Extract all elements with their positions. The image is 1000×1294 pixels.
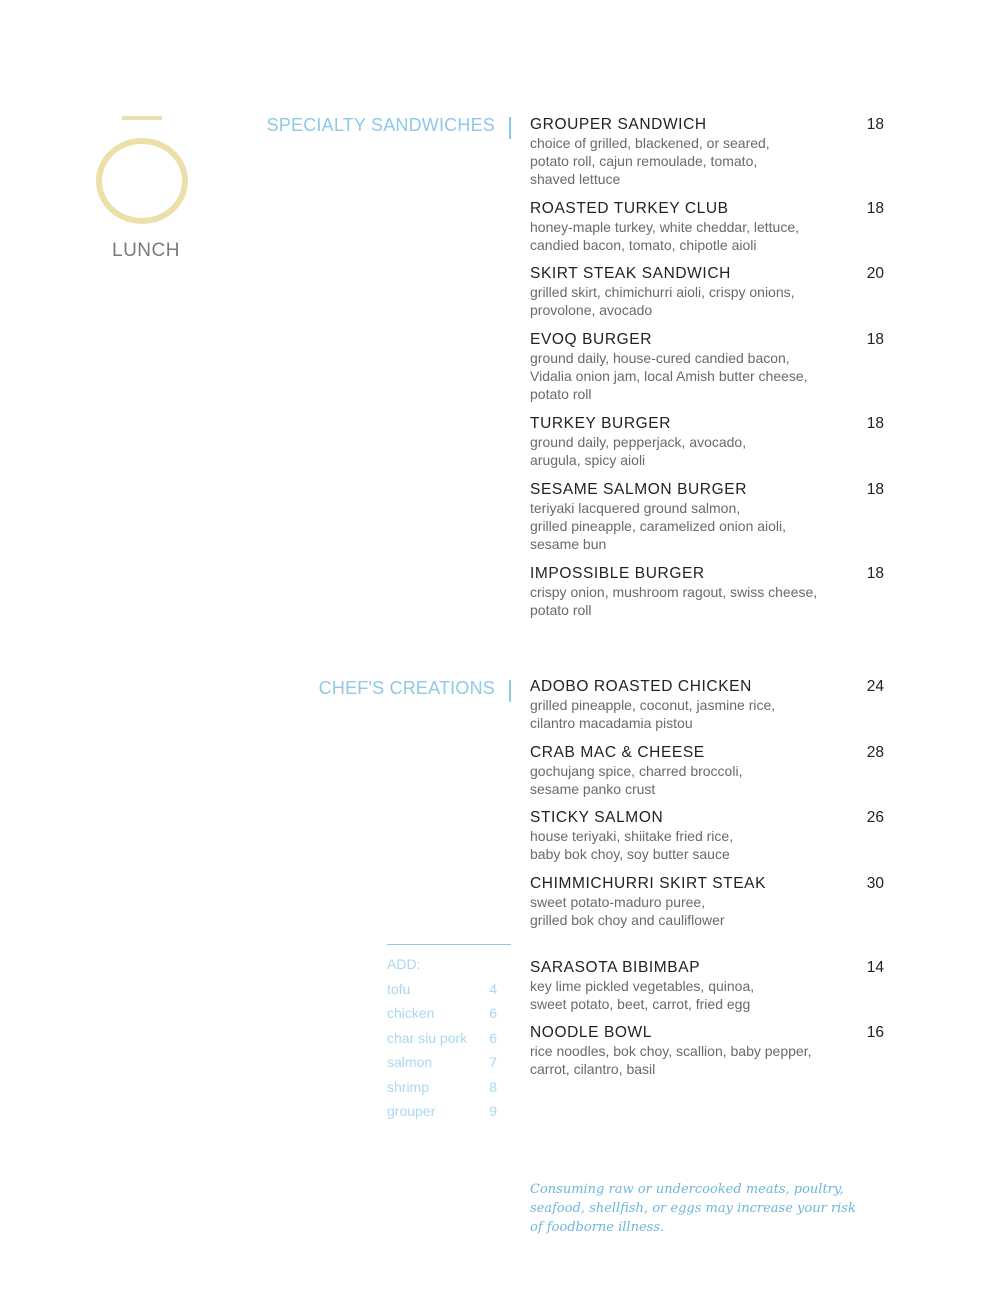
food-safety-disclaimer: Consuming raw or undercooked meats, poultry, seafood, shellfish, or eggs may increase your risk of foodborne illness. bbox=[530, 1182, 856, 1235]
item-price: 18 bbox=[866, 116, 884, 133]
item-description: house teriyaki, shiitake fried rice, baby bok choy, soy butter sauce bbox=[530, 828, 734, 862]
item-name: ROASTED TURKEY CLUB bbox=[530, 200, 729, 217]
item-price: 18 bbox=[866, 200, 884, 217]
addon-name: chicken bbox=[387, 1005, 435, 1021]
menu-item bbox=[530, 565, 884, 619]
item-name: CRAB MAC & CHEESE bbox=[530, 744, 705, 761]
item-description: grilled skirt, chimichurri aioli, crispy onions, provolone, avocado bbox=[530, 284, 795, 318]
menu-item bbox=[530, 481, 884, 553]
section-title-chefs-creations: CHEF'S CREATIONS bbox=[318, 678, 495, 698]
section-divider bbox=[509, 680, 511, 702]
addon-row bbox=[387, 1103, 497, 1119]
addon-price: 8 bbox=[489, 1079, 497, 1095]
item-description: honey-maple turkey, white cheddar, lettuce, candied bacon, tomato, chipotle aioli bbox=[530, 219, 800, 253]
item-description: grilled pineapple, coconut, jasmine rice, cilantro macadamia pistou bbox=[530, 697, 776, 731]
addon-name: salmon bbox=[387, 1054, 433, 1070]
item-description: key lime pickled vegetables, quinoa, sweet potato, beet, carrot, fried egg bbox=[530, 978, 755, 1012]
item-price: 26 bbox=[866, 809, 884, 826]
addon-row bbox=[387, 1005, 497, 1021]
item-description: crispy onion, mushroom ragout, swiss cheese, potato roll bbox=[530, 584, 818, 618]
item-price: 16 bbox=[866, 1024, 884, 1041]
item-description: choice of grilled, blackened, or seared, potato roll, cajun remoulade, tomato, shaved lettuce bbox=[530, 135, 770, 187]
item-name: SARASOTA BIBIMBAP bbox=[530, 959, 701, 976]
addon-name: shrimp bbox=[387, 1079, 430, 1095]
menu-item bbox=[530, 415, 884, 469]
addon-price: 9 bbox=[489, 1103, 497, 1119]
item-price: 18 bbox=[866, 481, 884, 498]
menu-item bbox=[530, 678, 884, 732]
item-name: CHIMMICHURRI SKIRT STEAK bbox=[530, 875, 767, 892]
item-name: ADOBO ROASTED CHICKEN bbox=[530, 678, 752, 695]
menu-item bbox=[530, 875, 884, 929]
addon-row bbox=[387, 1079, 497, 1095]
item-name: GROUPER SANDWICH bbox=[530, 116, 707, 133]
addon-price: 4 bbox=[489, 981, 497, 997]
addon-price: 7 bbox=[489, 1054, 497, 1070]
item-name: IMPOSSIBLE BURGER bbox=[530, 565, 705, 582]
item-price: 14 bbox=[866, 959, 884, 976]
item-name: STICKY SALMON bbox=[530, 809, 664, 826]
menu-item bbox=[530, 331, 884, 403]
menu-item bbox=[530, 200, 884, 254]
addon-row bbox=[387, 1054, 497, 1070]
menu-item bbox=[530, 959, 884, 1013]
section-title-specialty-sandwiches: SPECIALTY SANDWICHES bbox=[266, 115, 495, 135]
addon-name: char siu pork bbox=[387, 1030, 468, 1046]
item-name: SESAME SALMON BURGER bbox=[530, 481, 747, 498]
addons-divider bbox=[387, 944, 511, 945]
menu-item bbox=[530, 116, 884, 188]
menu-item bbox=[530, 265, 884, 319]
item-description: ground daily, house-cured candied bacon, Vidalia onion jam, local Amish butter cheese, potato roll bbox=[530, 350, 808, 402]
restaurant-logo bbox=[92, 116, 196, 228]
addon-row bbox=[387, 981, 497, 997]
logo-macron bbox=[122, 116, 162, 120]
item-description: gochujang spice, charred broccoli, sesame panko crust bbox=[530, 763, 743, 797]
item-price: 20 bbox=[866, 265, 884, 282]
item-price: 28 bbox=[866, 744, 884, 761]
item-name: SKIRT STEAK SANDWICH bbox=[530, 265, 731, 282]
item-description: ground daily, pepperjack, avocado, arugula, spicy aioli bbox=[530, 434, 747, 468]
addon-name: grouper bbox=[387, 1103, 436, 1119]
item-price: 18 bbox=[866, 415, 884, 432]
addon-name: tofu bbox=[387, 981, 411, 997]
item-name: NOODLE BOWL bbox=[530, 1024, 653, 1041]
addon-row bbox=[387, 1030, 497, 1046]
item-name: TURKEY BURGER bbox=[530, 415, 672, 432]
item-description: sweet potato-maduro puree, grilled bok choy and cauliflower bbox=[530, 894, 725, 928]
section-divider bbox=[509, 117, 511, 139]
item-price: 24 bbox=[866, 678, 884, 695]
menu-item bbox=[530, 744, 884, 798]
item-description: teriyaki lacquered ground salmon, grilled pineapple, caramelized onion aioli, sesame bun bbox=[530, 500, 787, 552]
logo-letter-o bbox=[96, 138, 188, 224]
item-price: 18 bbox=[866, 331, 884, 348]
menu-label: LUNCH bbox=[112, 240, 180, 261]
item-price: 30 bbox=[866, 875, 884, 892]
menu-item bbox=[530, 809, 884, 863]
item-name: EVOQ BURGER bbox=[530, 331, 653, 348]
addons-title: ADD: bbox=[387, 956, 421, 972]
item-price: 18 bbox=[866, 565, 884, 582]
item-description: rice noodles, bok choy, scallion, baby pepper, carrot, cilantro, basil bbox=[530, 1043, 812, 1077]
addon-price: 6 bbox=[489, 1030, 497, 1046]
addon-price: 6 bbox=[489, 1005, 497, 1021]
menu-item bbox=[530, 1024, 884, 1078]
